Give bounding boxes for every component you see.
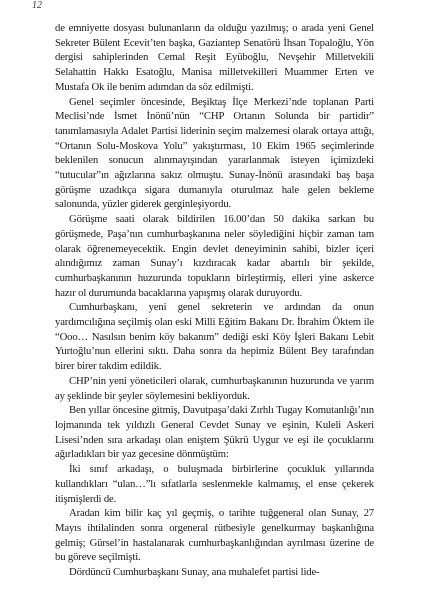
paragraph: Genel seçimler öncesinde, Beşiktaş İlçe Merkezi’nde toplanan Parti Meclisi’nde İsmet İnönü’nün “CHP Ortanın Solunda bir partidir” tanımlamasıyla Adalet Partisi liderinin seçim malzemesi olarak ortaya attığı, “Ortanın Solu-Moskova Yolu” yakıştırması, 10 Ekim 1965 seçimlerinde beklenilen sonucun alınmayışından yararlanmak isteyen içimizdeki “tutucular”ın ağızlarına sakız olmuştu. Sunay-İnönü arasındaki baş başa görüşme uzadıkça sigara dumanıyla oturulmaz hale gelen bekleme salonunda, yüzler giderek gerginleşiyordu. bbox=[55, 95, 374, 211]
page-number: 12 bbox=[32, 0, 42, 11]
paragraph: Görüşme saati olarak bildirilen 16.00’dan 50 dakika sarkan bu görüşmede, Paşa’nın cumhurbaşkanına neler söylediğini hiçbir zaman tam olarak öğrenemeyecektik. Engin devlet deneyiminin sahibi, bizler içeri alındığımız zaman Sunay’ı kızdıracak kadar abartılı bir şekilde, cumhurbaşkanının huzurunda topukların birleştirmiş, elleri yine askerce hazır ol durumunda bacaklarına yapışmış olarak duruyordu. bbox=[55, 213, 374, 299]
paragraph: Dördüncü Cumhurbaşkanı Sunay, ana muhalefet partisi lide- bbox=[69, 566, 320, 579]
body-text bbox=[55, 21, 374, 580]
paragraph: Aradan kim bilir kaç yıl geçmiş, o tarihte tuğgeneral olan Sunay, 27 Mayıs ihtilalinden sonra orgeneral rütbesiyle genelkurmay başkanlığına gelmiş; Gürsel’in hastalanarak cumhurbaşkanlığından ayrılması üzerine de bu göreve seçilmişti. bbox=[55, 507, 374, 564]
paragraph: CHP’nin yeni yöneticileri olarak, cumhurbaşkanının huzurunda ve yarım ay şeklinde bir şeyler söylemesini bekliyorduk. bbox=[55, 374, 374, 402]
paragraph: Ben yıllar öncesine gitmiş, Davutpaşa’daki Zırhlı Tugay Komutanlığı’nın lojmanında tek yıldızlı General Cevdet Sunay ve eşinin, Kuleli Askeri Lisesi’nden sıra arkadaşı olan eniştem Şükrü Uygur ve eşi ile çocuklarını ağırladıkları bir yaz gecesine dönmüştüm: bbox=[55, 404, 374, 461]
paragraph: Cumhurbaşkanı, yeni genel sekreterin ve ardından da onun yardımcılığına seçilmiş olan eski Milli Eğitim Bakanı Dr. İbrahim Öktem ile “Ooo… Nasılsın benim köy bakanım” dediği eski Köy İşleri Bakanı Lebit Yurtoğlu’nun ellerini sıktı. Daha sonra da hepimiz Bülent Bey tarafından birer birer takdim edildik. bbox=[55, 301, 374, 373]
paragraph: İki sınıf arkadaşı, o buluşmada birbirlerine çocukluk yıllarında kullandıkları “ulan…”lı sıfatlarla seslenmekle kalmamış, el ense çekerek itişmişlerdi de. bbox=[55, 463, 374, 505]
paragraph: de emniyette dosyası bulunanların da olduğu yazılmış; o arada yeni Genel Sekreter Bülent Ecevit’ten başka, Gaziantep Senatörü İhsan Topaloğlu, Yön dergisi sahiplerinden Cemal Reşit Eyüboğlu, Nevşehir Milletvekili Selahattin Hakkı Esatoğlu, Manisa milletvekilleri Muammer Erten ve Mustafa Ok ile benim adımdan da söz edilmişti. bbox=[55, 22, 374, 93]
